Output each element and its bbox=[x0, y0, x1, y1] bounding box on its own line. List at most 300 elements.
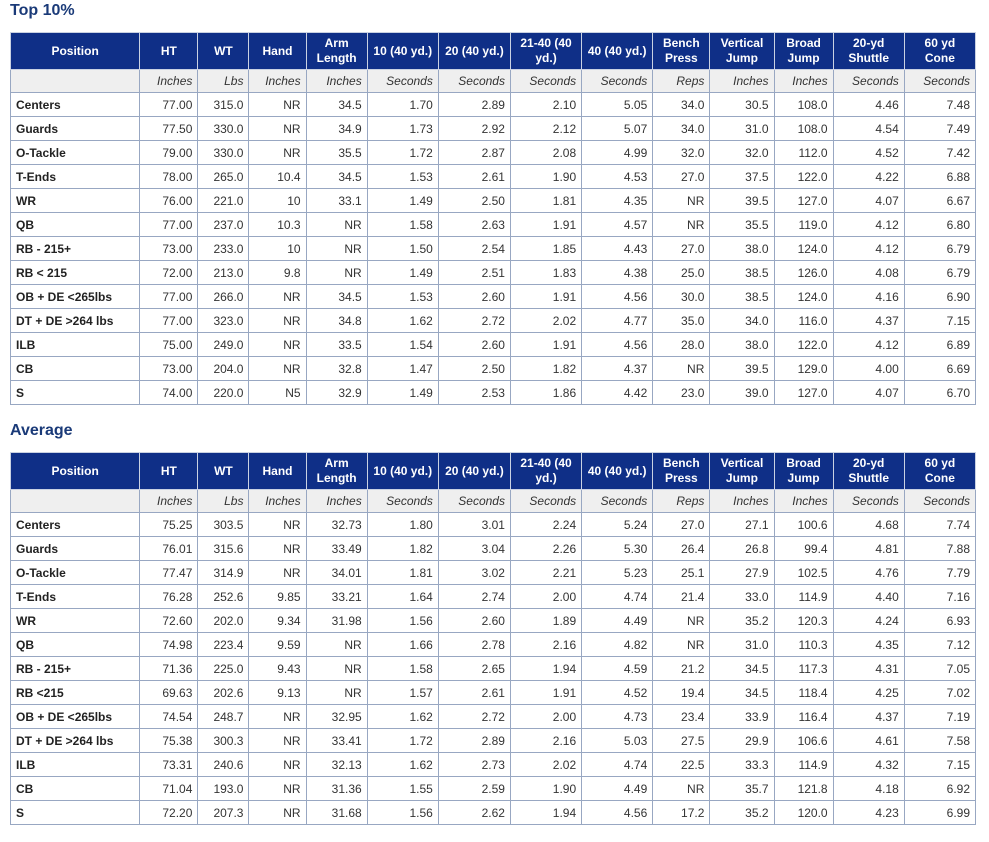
column-header: Broad Jump bbox=[774, 33, 833, 70]
stat-cell: 4.49 bbox=[582, 777, 653, 801]
position-cell: WR bbox=[11, 189, 140, 213]
stat-cell: 6.67 bbox=[904, 189, 975, 213]
stat-cell: 116.4 bbox=[774, 705, 833, 729]
stat-cell: 7.79 bbox=[904, 561, 975, 585]
stat-cell: 37.5 bbox=[710, 165, 774, 189]
stat-cell: 315.0 bbox=[198, 93, 249, 117]
stat-cell: 4.74 bbox=[582, 585, 653, 609]
stat-cell: 7.49 bbox=[904, 117, 975, 141]
stat-cell: NR bbox=[249, 141, 306, 165]
column-header: Hand bbox=[249, 33, 306, 70]
stat-cell: 1.82 bbox=[510, 357, 581, 381]
stat-cell: 9.85 bbox=[249, 585, 306, 609]
column-header: WT bbox=[198, 453, 249, 490]
stat-cell: 4.24 bbox=[833, 609, 904, 633]
stat-cell: 4.52 bbox=[582, 681, 653, 705]
stat-cell: 32.9 bbox=[306, 381, 367, 405]
stat-cell: 2.78 bbox=[438, 633, 510, 657]
stat-cell: 266.0 bbox=[198, 285, 249, 309]
stat-cell: 71.36 bbox=[140, 657, 198, 681]
stat-cell: 1.86 bbox=[510, 381, 581, 405]
unit-cell: Inches bbox=[249, 70, 306, 93]
stat-cell: 233.0 bbox=[198, 237, 249, 261]
stat-cell: 34.01 bbox=[306, 561, 367, 585]
table-row bbox=[11, 657, 976, 681]
unit-cell: Reps bbox=[653, 70, 710, 93]
stat-cell: 2.02 bbox=[510, 309, 581, 333]
stat-cell: 252.6 bbox=[198, 585, 249, 609]
table-row bbox=[11, 537, 976, 561]
stat-cell: 1.64 bbox=[367, 585, 438, 609]
stat-cell: 33.0 bbox=[710, 585, 774, 609]
stat-cell: 32.8 bbox=[306, 357, 367, 381]
unit-cell: Seconds bbox=[904, 490, 975, 513]
stat-cell: NR bbox=[249, 729, 306, 753]
unit-cell bbox=[11, 70, 140, 93]
stat-cell: 6.88 bbox=[904, 165, 975, 189]
stat-cell: 1.91 bbox=[510, 333, 581, 357]
unit-cell: Inches bbox=[140, 70, 198, 93]
stat-cell: 4.25 bbox=[833, 681, 904, 705]
stat-cell: 2.26 bbox=[510, 537, 581, 561]
stat-cell: 4.56 bbox=[582, 801, 653, 825]
unit-cell: Inches bbox=[710, 70, 774, 93]
stat-cell: NR bbox=[249, 333, 306, 357]
table-row bbox=[11, 333, 976, 357]
unit-cell: Seconds bbox=[438, 490, 510, 513]
stat-cell: 31.68 bbox=[306, 801, 367, 825]
table-row bbox=[11, 237, 976, 261]
column-header: HT bbox=[140, 453, 198, 490]
stat-cell: 77.00 bbox=[140, 213, 198, 237]
stat-cell: 77.00 bbox=[140, 93, 198, 117]
stat-cell: 202.0 bbox=[198, 609, 249, 633]
stat-cell: 34.8 bbox=[306, 309, 367, 333]
stat-cell: 202.6 bbox=[198, 681, 249, 705]
stat-cell: 72.20 bbox=[140, 801, 198, 825]
stat-cell: 2.89 bbox=[438, 93, 510, 117]
stat-cell: 118.4 bbox=[774, 681, 833, 705]
stat-cell: 1.89 bbox=[510, 609, 581, 633]
column-header: Position bbox=[11, 33, 140, 70]
stat-cell: 73.00 bbox=[140, 357, 198, 381]
stat-cell: 2.92 bbox=[438, 117, 510, 141]
stat-cell: 223.4 bbox=[198, 633, 249, 657]
stat-cell: 323.0 bbox=[198, 309, 249, 333]
stat-cell: 1.58 bbox=[367, 657, 438, 681]
position-cell: OB + DE <265lbs bbox=[11, 705, 140, 729]
stat-cell: 74.54 bbox=[140, 705, 198, 729]
position-cell: S bbox=[11, 801, 140, 825]
stat-cell: 106.6 bbox=[774, 729, 833, 753]
stat-cell: 4.35 bbox=[582, 189, 653, 213]
stat-cell: 74.98 bbox=[140, 633, 198, 657]
stat-cell: 76.00 bbox=[140, 189, 198, 213]
stat-cell: 2.12 bbox=[510, 117, 581, 141]
stat-cell: 126.0 bbox=[774, 261, 833, 285]
stat-cell: 7.05 bbox=[904, 657, 975, 681]
stat-cell: NR bbox=[249, 117, 306, 141]
table-row bbox=[11, 117, 976, 141]
stat-cell: N5 bbox=[249, 381, 306, 405]
stat-cell: 6.79 bbox=[904, 237, 975, 261]
stat-cell: 4.42 bbox=[582, 381, 653, 405]
stat-cell: 4.22 bbox=[833, 165, 904, 189]
stat-cell: 3.02 bbox=[438, 561, 510, 585]
stat-cell: 5.24 bbox=[582, 513, 653, 537]
column-header: Position bbox=[11, 453, 140, 490]
stat-cell: 6.99 bbox=[904, 801, 975, 825]
stat-cell: 6.69 bbox=[904, 357, 975, 381]
stat-cell: 4.18 bbox=[833, 777, 904, 801]
stat-cell: 33.41 bbox=[306, 729, 367, 753]
position-cell: RB < 215 bbox=[11, 261, 140, 285]
stat-cell: 2.21 bbox=[510, 561, 581, 585]
stat-cell: 5.23 bbox=[582, 561, 653, 585]
column-header: Arm Length bbox=[306, 33, 367, 70]
stat-cell: 7.15 bbox=[904, 309, 975, 333]
stat-cell: 121.8 bbox=[774, 777, 833, 801]
stat-cell: 114.9 bbox=[774, 753, 833, 777]
stat-cell: 204.0 bbox=[198, 357, 249, 381]
stat-cell: 32.73 bbox=[306, 513, 367, 537]
unit-cell: Seconds bbox=[367, 70, 438, 93]
column-header: 40 (40 yd.) bbox=[582, 453, 653, 490]
stat-cell: 7.12 bbox=[904, 633, 975, 657]
stat-cell: 38.5 bbox=[710, 285, 774, 309]
stat-cell: 4.08 bbox=[833, 261, 904, 285]
stat-cell: 1.49 bbox=[367, 189, 438, 213]
stat-cell: 1.56 bbox=[367, 801, 438, 825]
stat-cell: 2.60 bbox=[438, 285, 510, 309]
section-title-average: Average bbox=[10, 422, 73, 439]
stat-cell: 35.0 bbox=[653, 309, 710, 333]
stat-cell: 119.0 bbox=[774, 213, 833, 237]
stat-cell: 7.88 bbox=[904, 537, 975, 561]
stat-cell: 34.5 bbox=[306, 285, 367, 309]
stat-cell: 9.34 bbox=[249, 609, 306, 633]
stat-cell: 26.4 bbox=[653, 537, 710, 561]
stat-cell: 2.50 bbox=[438, 357, 510, 381]
stat-cell: 77.47 bbox=[140, 561, 198, 585]
stat-cell: 7.58 bbox=[904, 729, 975, 753]
stat-cell: 4.35 bbox=[833, 633, 904, 657]
stat-cell: 4.49 bbox=[582, 609, 653, 633]
stat-cell: NR bbox=[653, 609, 710, 633]
stat-cell: 6.79 bbox=[904, 261, 975, 285]
stat-cell: 7.16 bbox=[904, 585, 975, 609]
stat-cell: 34.0 bbox=[653, 117, 710, 141]
stat-cell: 4.68 bbox=[833, 513, 904, 537]
unit-cell: Reps bbox=[653, 490, 710, 513]
stat-cell: 30.0 bbox=[653, 285, 710, 309]
stat-cell: 117.3 bbox=[774, 657, 833, 681]
stat-cell: 4.56 bbox=[582, 285, 653, 309]
stat-cell: NR bbox=[306, 213, 367, 237]
stat-cell: 2.10 bbox=[510, 93, 581, 117]
stat-cell: 1.72 bbox=[367, 729, 438, 753]
table-row bbox=[11, 681, 976, 705]
stat-cell: 1.66 bbox=[367, 633, 438, 657]
position-cell: S bbox=[11, 381, 140, 405]
table-row bbox=[11, 141, 976, 165]
stat-cell: 213.0 bbox=[198, 261, 249, 285]
stat-cell: 27.0 bbox=[653, 513, 710, 537]
stat-cell: NR bbox=[249, 357, 306, 381]
stat-cell: 1.53 bbox=[367, 285, 438, 309]
table-row bbox=[11, 165, 976, 189]
column-header: 20-yd Shuttle bbox=[833, 453, 904, 490]
stat-cell: 2.16 bbox=[510, 633, 581, 657]
stat-cell: 21.4 bbox=[653, 585, 710, 609]
stat-cell: 75.00 bbox=[140, 333, 198, 357]
stat-cell: 4.57 bbox=[582, 213, 653, 237]
stat-cell: NR bbox=[653, 633, 710, 657]
column-header: Vertical Jump bbox=[710, 33, 774, 70]
stat-cell: 2.72 bbox=[438, 705, 510, 729]
position-cell: O-Tackle bbox=[11, 141, 140, 165]
stat-cell: 300.3 bbox=[198, 729, 249, 753]
stat-cell: 27.1 bbox=[710, 513, 774, 537]
position-cell: RB <215 bbox=[11, 681, 140, 705]
stat-cell: 4.37 bbox=[582, 357, 653, 381]
stat-cell: 4.23 bbox=[833, 801, 904, 825]
stat-cell: 2.16 bbox=[510, 729, 581, 753]
table-row bbox=[11, 261, 976, 285]
stat-cell: 116.0 bbox=[774, 309, 833, 333]
position-cell: Guards bbox=[11, 537, 140, 561]
stat-cell: 23.4 bbox=[653, 705, 710, 729]
stat-cell: 2.54 bbox=[438, 237, 510, 261]
stat-cell: 2.60 bbox=[438, 609, 510, 633]
stat-cell: NR bbox=[249, 561, 306, 585]
stat-cell: 237.0 bbox=[198, 213, 249, 237]
stat-cell: 1.94 bbox=[510, 801, 581, 825]
stat-cell: 1.90 bbox=[510, 165, 581, 189]
stat-cell: 1.80 bbox=[367, 513, 438, 537]
stat-cell: 1.72 bbox=[367, 141, 438, 165]
stat-cell: 31.0 bbox=[710, 633, 774, 657]
table-row bbox=[11, 513, 976, 537]
stat-cell: 5.30 bbox=[582, 537, 653, 561]
stat-cell: 9.13 bbox=[249, 681, 306, 705]
stat-cell: 22.5 bbox=[653, 753, 710, 777]
stat-cell: 1.81 bbox=[367, 561, 438, 585]
stat-cell: 5.07 bbox=[582, 117, 653, 141]
stat-cell: NR bbox=[306, 261, 367, 285]
column-header: Bench Press bbox=[653, 33, 710, 70]
position-cell: RB - 215+ bbox=[11, 237, 140, 261]
position-cell: ILB bbox=[11, 753, 140, 777]
stat-cell: 4.07 bbox=[833, 189, 904, 213]
stat-cell: 73.00 bbox=[140, 237, 198, 261]
stat-cell: 6.80 bbox=[904, 213, 975, 237]
stat-cell: 4.73 bbox=[582, 705, 653, 729]
stat-cell: 1.55 bbox=[367, 777, 438, 801]
stat-cell: 6.92 bbox=[904, 777, 975, 801]
stat-cell: 29.9 bbox=[710, 729, 774, 753]
stat-cell: 3.04 bbox=[438, 537, 510, 561]
stat-cell: 10 bbox=[249, 237, 306, 261]
stat-cell: 33.9 bbox=[710, 705, 774, 729]
stat-cell: 2.74 bbox=[438, 585, 510, 609]
stat-cell: 1.85 bbox=[510, 237, 581, 261]
stat-cell: 1.62 bbox=[367, 753, 438, 777]
stat-cell: 32.0 bbox=[710, 141, 774, 165]
column-header: 20 (40 yd.) bbox=[438, 33, 510, 70]
stat-cell: 72.60 bbox=[140, 609, 198, 633]
stat-cell: 4.31 bbox=[833, 657, 904, 681]
stat-cell: 108.0 bbox=[774, 93, 833, 117]
stat-cell: NR bbox=[653, 357, 710, 381]
unit-cell: Inches bbox=[306, 490, 367, 513]
stat-cell: 4.46 bbox=[833, 93, 904, 117]
stat-cell: 75.38 bbox=[140, 729, 198, 753]
stat-cell: 1.56 bbox=[367, 609, 438, 633]
stat-cell: 330.0 bbox=[198, 117, 249, 141]
stat-cell: 110.3 bbox=[774, 633, 833, 657]
unit-cell: Inches bbox=[710, 490, 774, 513]
stat-cell: 39.5 bbox=[710, 357, 774, 381]
stat-cell: 1.83 bbox=[510, 261, 581, 285]
stat-cell: 1.73 bbox=[367, 117, 438, 141]
stat-cell: 27.9 bbox=[710, 561, 774, 585]
position-cell: ILB bbox=[11, 333, 140, 357]
stat-cell: 2.51 bbox=[438, 261, 510, 285]
stat-cell: NR bbox=[249, 705, 306, 729]
stat-cell: 9.43 bbox=[249, 657, 306, 681]
stat-cell: 108.0 bbox=[774, 117, 833, 141]
unit-cell: Seconds bbox=[833, 70, 904, 93]
stat-cell: 127.0 bbox=[774, 189, 833, 213]
stat-cell: NR bbox=[653, 777, 710, 801]
stat-cell: 9.8 bbox=[249, 261, 306, 285]
stat-cell: 35.7 bbox=[710, 777, 774, 801]
stat-cell: 4.56 bbox=[582, 333, 653, 357]
stat-cell: 78.00 bbox=[140, 165, 198, 189]
column-header: Broad Jump bbox=[774, 453, 833, 490]
stat-cell: 221.0 bbox=[198, 189, 249, 213]
position-cell: CB bbox=[11, 357, 140, 381]
stat-cell: 4.81 bbox=[833, 537, 904, 561]
stat-cell: 7.42 bbox=[904, 141, 975, 165]
stat-cell: 114.9 bbox=[774, 585, 833, 609]
stat-cell: 265.0 bbox=[198, 165, 249, 189]
stat-cell: 30.5 bbox=[710, 93, 774, 117]
stat-cell: 4.43 bbox=[582, 237, 653, 261]
unit-cell: Seconds bbox=[833, 490, 904, 513]
stat-cell: 33.3 bbox=[710, 753, 774, 777]
stat-cell: 2.62 bbox=[438, 801, 510, 825]
header-row bbox=[11, 453, 976, 490]
table-row bbox=[11, 705, 976, 729]
unit-cell: Lbs bbox=[198, 70, 249, 93]
stat-cell: 34.5 bbox=[710, 657, 774, 681]
stat-cell: 34.9 bbox=[306, 117, 367, 141]
stat-cell: 5.03 bbox=[582, 729, 653, 753]
position-cell: Centers bbox=[11, 93, 140, 117]
stat-cell: 5.05 bbox=[582, 93, 653, 117]
stat-cell: 4.00 bbox=[833, 357, 904, 381]
stat-cell: 4.37 bbox=[833, 705, 904, 729]
position-cell: DT + DE >264 lbs bbox=[11, 309, 140, 333]
column-header: 10 (40 yd.) bbox=[367, 33, 438, 70]
position-cell: RB - 215+ bbox=[11, 657, 140, 681]
position-cell: T-Ends bbox=[11, 585, 140, 609]
stat-cell: 4.16 bbox=[833, 285, 904, 309]
stat-cell: 32.13 bbox=[306, 753, 367, 777]
table-row bbox=[11, 585, 976, 609]
stat-cell: 330.0 bbox=[198, 141, 249, 165]
stat-cell: 33.49 bbox=[306, 537, 367, 561]
table-row bbox=[11, 753, 976, 777]
stat-cell: 2.00 bbox=[510, 585, 581, 609]
stat-cell: 1.47 bbox=[367, 357, 438, 381]
stat-cell: 7.02 bbox=[904, 681, 975, 705]
stat-cell: 35.2 bbox=[710, 609, 774, 633]
stat-cell: 35.2 bbox=[710, 801, 774, 825]
stat-cell: 1.50 bbox=[367, 237, 438, 261]
top-10-table bbox=[10, 32, 976, 405]
units-row bbox=[11, 490, 976, 513]
position-cell: Guards bbox=[11, 117, 140, 141]
stat-cell: 225.0 bbox=[198, 657, 249, 681]
column-header: 60 yd Cone bbox=[904, 33, 975, 70]
stat-cell: 69.63 bbox=[140, 681, 198, 705]
stat-cell: 23.0 bbox=[653, 381, 710, 405]
stat-cell: 1.57 bbox=[367, 681, 438, 705]
stat-cell: 27.0 bbox=[653, 165, 710, 189]
column-header: 10 (40 yd.) bbox=[367, 453, 438, 490]
unit-cell: Seconds bbox=[367, 490, 438, 513]
unit-cell: Lbs bbox=[198, 490, 249, 513]
stat-cell: 7.74 bbox=[904, 513, 975, 537]
average-table bbox=[10, 452, 976, 825]
table-row bbox=[11, 729, 976, 753]
stat-cell: 10.4 bbox=[249, 165, 306, 189]
stat-cell: 122.0 bbox=[774, 165, 833, 189]
stat-cell: 33.21 bbox=[306, 585, 367, 609]
stat-cell: 4.12 bbox=[833, 237, 904, 261]
stat-cell: 39.5 bbox=[710, 189, 774, 213]
stat-cell: 77.00 bbox=[140, 309, 198, 333]
stat-cell: 4.52 bbox=[833, 141, 904, 165]
column-header: WT bbox=[198, 33, 249, 70]
stat-cell: 76.01 bbox=[140, 537, 198, 561]
stat-cell: 1.90 bbox=[510, 777, 581, 801]
stat-cell: 207.3 bbox=[198, 801, 249, 825]
stat-cell: 4.07 bbox=[833, 381, 904, 405]
stat-cell: 4.82 bbox=[582, 633, 653, 657]
stat-cell: 1.81 bbox=[510, 189, 581, 213]
stat-cell: 31.36 bbox=[306, 777, 367, 801]
stat-cell: NR bbox=[249, 309, 306, 333]
stat-cell: 4.37 bbox=[833, 309, 904, 333]
stat-cell: 7.19 bbox=[904, 705, 975, 729]
units-row bbox=[11, 70, 976, 93]
position-cell: OB + DE <265lbs bbox=[11, 285, 140, 309]
stat-cell: 34.5 bbox=[710, 681, 774, 705]
stat-cell: 35.5 bbox=[710, 213, 774, 237]
stat-cell: 2.53 bbox=[438, 381, 510, 405]
stat-cell: 4.12 bbox=[833, 333, 904, 357]
stat-cell: 9.59 bbox=[249, 633, 306, 657]
position-cell: Centers bbox=[11, 513, 140, 537]
table-row bbox=[11, 381, 976, 405]
stat-cell: 1.58 bbox=[367, 213, 438, 237]
stat-cell: 2.73 bbox=[438, 753, 510, 777]
table-row bbox=[11, 777, 976, 801]
